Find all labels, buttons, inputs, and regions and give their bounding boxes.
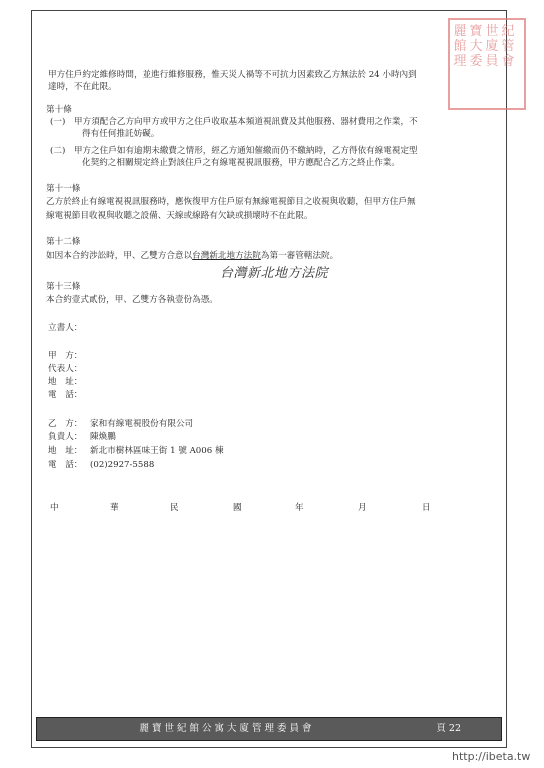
seal-glyph: 館 [453,39,467,54]
seal-glyph: 理 [453,54,467,69]
date-char: 中 [50,503,59,513]
seal-glyph: 麗 [453,24,467,39]
date-line [50,501,450,513]
article-10-heading: 第十條 [46,105,72,115]
paragraph-line: 達時，不在此限。 [48,82,117,92]
red-seal-stamp [448,18,526,110]
article-13-heading: 第十三條 [46,282,81,292]
party-a-address-label: 地 址： [48,377,83,387]
party-b-resp-name: 陳煥鵬 [90,432,116,442]
article-10-item-1: (一) 甲方須配合乙方向甲方或甲方之住戶收取基本頻道視訊費及其他服務、器材費用之作業，不 [50,117,418,127]
article-10-item-1-cont: 得有任何推託妨礙。 [82,129,160,139]
seal-glyph: 世 [485,24,499,39]
party-a-label: 甲 方： [48,351,83,361]
date-char: 年 [295,503,304,513]
seal-glyph: 廈 [485,39,499,54]
article-13-line: 本合約壹式貳份，甲、乙雙方各執壹份為憑。 [46,295,218,305]
seal-glyph: 會 [501,54,515,69]
date-char: 民 [170,503,179,513]
party-b-tel-label: 電 話： [48,460,83,470]
seal-glyph: 紀 [501,24,515,39]
article-10-item-2: (二) 甲方之住戶如有逾期未繳費之情形，經乙方通知催繳而仍不繳納時，乙方得依有線電視定型 [50,146,418,156]
court-name: 台灣新北地方法院 [192,251,261,261]
party-b-label: 乙 方： [48,419,83,429]
seal-glyph: 委 [469,54,483,69]
article-11-heading: 第十一條 [46,184,81,194]
paragraph-line: 甲方住戶約定維修時間，並進行維修服務，惟天災人禍等不可抗力因素致乙方無法於 24 小時內到 [48,70,417,80]
signers-title: 立書人： [48,323,83,333]
footer-title: 麗寶世紀館公寓大廈管理委員會 [139,723,315,734]
party-b-address: 新北市樹林區味王街 1 號 A006 棟 [90,446,224,456]
date-char: 華 [110,503,119,513]
party-b-name: 家和有線電視股份有限公司 [90,419,194,429]
article-11-line: 乙方於終止有線電視視訊服務時，應恢復甲方住戶原有無線電視節目之收視與收聽，但甲方住戶無 [46,197,416,207]
article-12-line [46,250,338,262]
article-12-heading: 第十二條 [46,237,81,247]
party-a-rep-label: 代表人： [48,364,83,374]
footer-bar [36,717,502,741]
date-char: 月 [358,503,367,513]
article-11-line: 線電視節目收視與收聽之設備、天線或線路有欠缺或損壞時不在此限。 [46,211,313,221]
party-b-tel: (02)2927-5588 [90,460,155,470]
article-10-item-2-cont: 化契約之相關規定終止對該住戶之有線電視視訊服務，甲方應配合乙方之終止作業。 [82,158,400,168]
party-b-address-label: 地 址： [48,446,83,456]
date-char: 日 [422,503,431,513]
party-b-resp-label: 負責人： [48,432,83,442]
seal-glyph: 大 [469,39,483,54]
handwritten-court-note: 台灣新北地方法院 [220,266,329,281]
article-12-text-pre: 如因本合約涉訟時，甲、乙雙方合意以 [46,251,193,261]
date-char: 國 [233,503,242,513]
page-number: 頁 22 [436,723,461,734]
seal-glyph: 寶 [469,24,483,39]
party-a-tel-label: 電 話： [48,390,83,400]
seal-glyph: 員 [485,54,499,69]
article-12-text-post: 為第一審管轄法院。 [260,251,339,261]
site-watermark: http://ibeta.tw [452,750,531,763]
seal-glyph: 管 [501,39,515,54]
